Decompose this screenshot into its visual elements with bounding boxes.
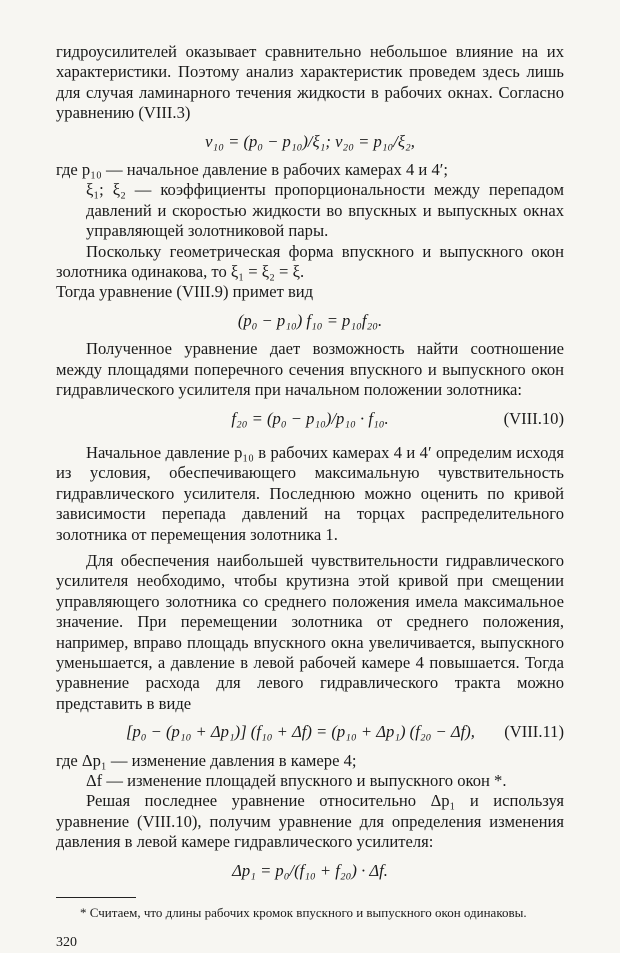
paragraph-5: Начальное давление p₁₀ в рабочих камерах 4 и 4′ определим исходя из условия, обеспечивающего максимальную чувствительность гидравлического усилителя. Последнюю можно оценить по кривой зависимости перепада давлений на торцах распределительного золотника от перемещения золотника 1. xyxy=(56,442,564,544)
definition-xi: ξ₁; ξ₂ — коэффициенты пропорциональности между перепадом давлений и скоростью жидкости во впускных и выпускных окнах управляющей золотниковой пары. xyxy=(86,180,564,241)
definition-df: Δf — изменение площадей впускного и выпускного окон *. xyxy=(86,771,507,790)
paragraph-7: Решая последнее уравнение относительно Δp₁ и используя уравнение (VIII.10), получим уравнение для определения изменения давления в левой камере гидравлического усилителя: xyxy=(56,791,564,852)
equation-number-viii-10: (VIII.10) xyxy=(503,408,564,428)
formula-f20 xyxy=(56,409,564,429)
paragraph-1: гидроусилителей оказывает сравнительно небольшое влияние на их характеристики. Поэтому анализ характеристик проведем здесь лишь для случая ламинарного течения жидкости в рабочих окнах. Согласно уравнению (VIII.3) xyxy=(56,42,564,123)
formula-flow xyxy=(56,722,564,742)
paragraph-4: Полученное уравнение дает возможность найти соотношение между площадями поперечного сечения впускного и выпускного окон гидравлического усилителя при начальном положении золотника: xyxy=(56,339,564,400)
paragraph-2: Поскольку геометрическая форма впускного и выпускного окон золотника одинакова, то ξ₁ = ξ₂ = ξ. xyxy=(56,241,564,282)
paragraph-3: Тогда уравнение (VIII.9) примет вид xyxy=(56,282,314,302)
formula-flow-body: [p₀ − (p₁₀ + Δp₁)] (f₁₀ + Δf) = (p₁₀ + Δp₁) (f₂₀ − Δf), xyxy=(126,722,475,742)
definition-p10: где p₁₀ — начальное давление в рабочих камерах 4 и 4′; xyxy=(56,160,449,180)
footnote-divider xyxy=(56,897,136,898)
definition-dp1: где Δp₁ — изменение давления в камере 4; xyxy=(56,750,357,770)
paragraph-6: Для обеспечения наибольшей чувствительности гидравлического усилителя необходимо, чтобы крутизна этой кривой при смещении управляющего золотника со среднего положения имела максимальное значение. При перемещении золотника от среднего положения, например, вправо площадь впускного окна увеличивается, выпускного уменьшается, а давление в левой рабочей камере 4 повышается. Тогда уравнение расхода для левого гидравлического тракта можно представить в виде xyxy=(56,550,564,713)
formula-f20-body: f₂₀ = (p₀ − p₁₀)/p₁₀ · f₁₀. xyxy=(231,408,389,428)
formula-velocity: v₁₀ = (p₀ − p₁₀)/ξ₁; v₂₀ = p₁₀/ξ₂, xyxy=(205,131,415,151)
page-number: 320 xyxy=(56,935,77,951)
formula-balance: (p₀ − p₁₀) f₁₀ = p₁₀f₂₀. xyxy=(237,310,383,330)
equation-number-viii-11: (VIII.11) xyxy=(504,722,564,742)
formula-dp1: Δp₁ = p₀/(f₁₀ + f₂₀) · Δf. xyxy=(232,860,388,880)
footnote: * Считаем, что длины рабочих кромок впускного и выпускного окон одинаковы. xyxy=(80,905,527,921)
